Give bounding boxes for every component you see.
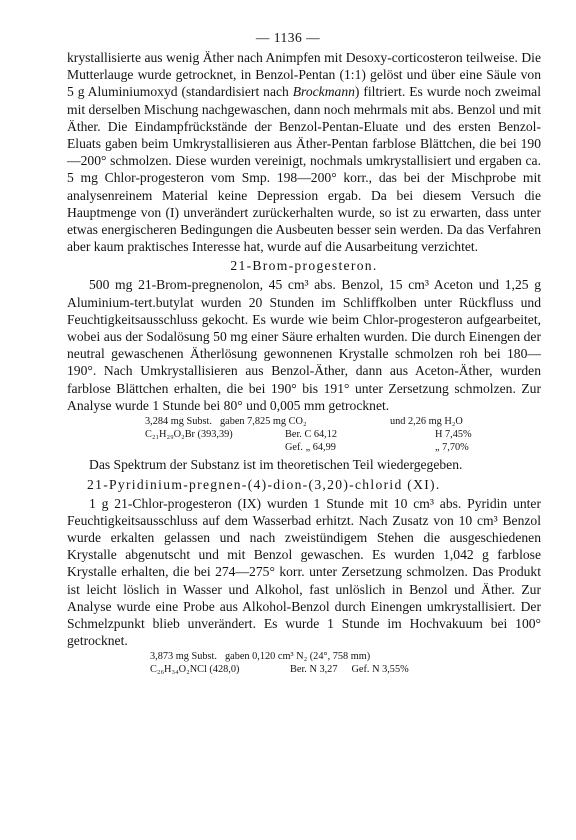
page-number: — 1136 —: [255, 30, 321, 45]
analysis-calc-h: H 7,45%: [435, 428, 472, 440]
author-name-emphasis: Brockmann: [292, 84, 355, 100]
analysis-found-n: Gef. N 3,55%: [351, 664, 409, 676]
analysis-calc-n: Ber. N 3,27: [290, 664, 338, 676]
analysis-result: gaben 7,825 mg CO₂: [220, 416, 307, 428]
section-heading-brom: 21-Brom-progesteron.: [230, 258, 378, 274]
paragraph-continuation: [67, 49, 541, 255]
body-text: [67, 49, 541, 679]
analysis-result-n2: gaben 0,120 cm³ N₂ (24°, 758 mm): [225, 651, 371, 663]
paragraph-spectrum: Das Spektrum der Substanz ist im theoretischen Teil wiedergegeben.: [89, 457, 463, 473]
para1-part-b: ) filtriert. Es wurde noch zweimal mit derselben Mischung nachgewaschen, dann noch mehrmals mit abs. Benzol und mit Äther. Die Eindampfrückstände der Benzol-Pentan-Eluate und des ersten Benzol-Eluats gaben beim Umkrystallisieren aus Äther-Pentan farblose Blättchen, die bei 190—200° schmolzen. Diese wurden vereinigt, nochmals umkrystallisiert und ergaben ca. 5 mg Chlor-progesteron vom Smp. 198—200° korr., das bei der Mischprobe mit analysenreinem Material keine Depression ergab. Da bei diesem Versuch die Hauptmenge von (I) unverändert zurückerhalten wurde, so ist zu erwarten, dass unter etwas energischeren Bedingungen die Ausbeuten besser sein werden. Da das Verfahren aber kaum praktisches Interesse hat, wurde auf die Ausarbeitung verzichtet.: [67, 84, 541, 255]
section-heading-pyridinium: 21-Pyridinium-pregnen-(4)-dion-(3,20)-chlorid (XI).: [87, 476, 441, 492]
elemental-analysis-pyridinium: [150, 651, 541, 677]
elemental-analysis-brom: [145, 416, 541, 454]
paragraph-pyridinium-procedure: 1 g 21-Chlor-progesteron (IX) wurden 1 Stunde mit 10 cm³ abs. Pyridin unter Feuchtigkeitsausschluss auf dem Wasserbad erhitzt. Nach Zusatz von 10 cm³ Benzol wurde erkalten gelassen und nach zweistündigem Stehen die ausgeschiedenen Krystalle abgenutscht und mit Benzol gewaschen. Es wurden 1,042 g farblose Krystalle erhalten, die bei 274—275° korr. unter Zersetzung schmolzen. Das Produkt ist leicht löslich in Wasser und Alkohol, fast unlöslich in Benzol und Äther. Zur Analyse wurde eine Probe aus Alkohol-Benzol durch Einengen umkrystallisiert. Der Schmelzpunkt blieb unverändert. Es wurde 1 Stunde im Hochvakuum bei 100° getrocknet.: [67, 495, 541, 649]
analysis-calc-c: Ber. C 64,12: [285, 428, 338, 440]
analysis-sample: 3,873 mg Subst.: [150, 651, 217, 663]
analysis-result-h2o: und 2,26 mg H₂O: [390, 416, 463, 428]
analysis-found-h: „ 7,70%: [435, 441, 469, 453]
paragraph-brom-procedure: 500 mg 21-Brom-pregnenolon, 45 cm³ abs. Benzol, 15 cm³ Aceton und 1,25 g Aluminium-tert.butylat wurden 20 Stunden im Schliffkolben unter Rückfluss und Feuchtigkeitsausschluss gekocht. Es wurde wie beim Chlor-progesteron aufgearbeitet, wobei aus der Sodalösung 50 mg einer Säure erhalten wurden. Die durch Einengen der neutral gewaschenen Ätherlösung gewonnenen Krystalle schmolzen roh bei 180—190°. Nach Umkrystallisieren aus Benzol-Äther, dann aus Aceton-Äther, wurden farblose Blättchen erhalten, die bei 190° bis 191° unter Zersetzung schmolzen. Zur Analyse wurde 1 Stunde bei 80° und 0,005 mm getrocknet.: [67, 277, 541, 413]
analysis-sample: 3,284 mg Subst.: [145, 416, 212, 428]
analysis-formula: C₂₁H₂₉O₂Br (393,39): [145, 428, 233, 440]
para1-part-a: krystallisierte aus wenig Äther nach Animpfen mit Desoxy-corticosteron teilweise. Die Mutterlauge wurde getrocknet, in Benzol-Pentan (1:1) gelöst und über eine Säule von 5 g Aluminiumoxyd (standardisiert nach: [67, 50, 541, 100]
analysis-found-c: Gef. „ 64,99: [285, 441, 336, 453]
analysis-formula: C₂₆H₃₄O₂NCl (428,0): [150, 664, 240, 676]
